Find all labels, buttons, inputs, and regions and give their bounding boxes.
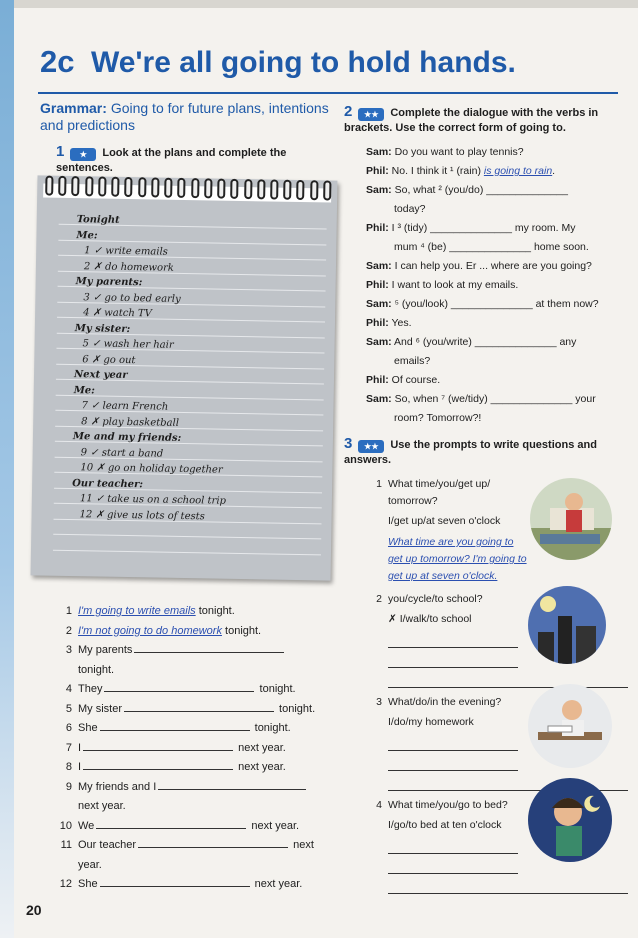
dialogue-line xyxy=(366,409,616,428)
notebook-entries xyxy=(71,212,326,526)
question-block xyxy=(368,694,528,791)
exercise-2-instruction xyxy=(344,104,614,136)
sentence-prompt: Our teacher xyxy=(78,839,137,851)
spiral-ring-icon xyxy=(283,180,291,200)
sentence-text xyxy=(78,836,314,856)
dialogue-line xyxy=(366,314,616,333)
spiral-ring-icon xyxy=(72,176,80,196)
notebook-rule-line xyxy=(53,534,321,540)
dialogue-text: room? Tomorrow?! xyxy=(394,412,482,424)
dialogue-line xyxy=(366,295,616,314)
spiral-ring-icon xyxy=(151,177,159,197)
sentence-text xyxy=(78,875,302,895)
answer-line xyxy=(388,648,518,668)
item-number-spacer xyxy=(58,856,72,876)
sentence-ending: tonight. xyxy=(256,683,296,695)
dialogue-text: Of course. xyxy=(391,374,441,386)
sentence-ending: tonight. xyxy=(195,605,235,617)
grammar-topic: Going to for future plans, intentions and predictions xyxy=(40,100,329,133)
spiral-ring-icon xyxy=(125,177,133,197)
spiral-ring-icon xyxy=(45,176,53,196)
sentence-ending: tonight. xyxy=(276,702,316,715)
spiral-ring-icon xyxy=(244,179,252,199)
sentence-prompt: My parents xyxy=(78,644,133,656)
dialogue-text: So, when ⁷ (we/tidy) ______________ your xyxy=(394,393,596,405)
item-number: 12 xyxy=(59,878,72,890)
sentence-prompt: I xyxy=(78,741,82,754)
boy-doing-homework-illustration xyxy=(528,684,612,768)
item-number: 6 xyxy=(65,722,72,734)
speaker-name: Sam: xyxy=(366,393,392,405)
grammar-heading xyxy=(40,100,330,134)
answer-line xyxy=(388,834,518,854)
dialogue-text: Do you want to play tennis? xyxy=(394,146,524,158)
notebook-entry: 4 ✗ watch TV xyxy=(83,307,152,320)
lesson-header xyxy=(40,44,620,90)
sentence-text xyxy=(78,739,286,759)
answer-blank xyxy=(83,758,233,770)
question-prompt-row xyxy=(368,694,528,791)
sentence-row xyxy=(58,758,338,778)
spiral-ring-icon xyxy=(297,180,305,200)
item-number: 5 xyxy=(65,702,72,715)
title-underline xyxy=(38,92,618,94)
sentence-continuation xyxy=(58,856,338,876)
exercise-1-instruction-text: Look at the plans and complete the sentences. xyxy=(56,147,287,174)
item-number: 3 xyxy=(65,644,72,656)
dialogue-line xyxy=(366,181,616,200)
item-number: 4 xyxy=(376,799,382,811)
dialogue-text: Yes. xyxy=(391,317,412,329)
sample-answer: I'm going to write emails xyxy=(78,605,196,617)
speaker-name: Phil: xyxy=(366,374,389,386)
speaker-name: Sam: xyxy=(366,146,392,158)
dialogue-text: mum ⁴ (be) ______________ home soon. xyxy=(394,241,589,253)
question-block xyxy=(368,591,528,688)
question-prompt: What/do/in the evening? xyxy=(388,696,502,708)
sentence-prompt: She xyxy=(78,722,98,734)
dialogue-line xyxy=(366,390,616,409)
sentence-ending: next year. xyxy=(248,819,300,832)
sentence-text xyxy=(78,778,308,798)
answer-blank xyxy=(100,719,250,731)
answer-cue: ✗ I/walk/to school xyxy=(388,613,472,625)
question-prompt: you/cycle/to school? xyxy=(388,593,483,605)
speaker-name: Phil: xyxy=(366,317,389,329)
question-block xyxy=(368,797,528,894)
spiral-ring-icon xyxy=(111,177,119,197)
notebook-entry: Me: xyxy=(76,229,98,241)
notebook-entry: Tonight xyxy=(76,214,120,226)
dialogue-text: emails? xyxy=(394,355,431,367)
item-number: 1 xyxy=(65,605,72,617)
girl-going-to-bed-illustration xyxy=(528,778,612,862)
sentence-text xyxy=(78,680,296,700)
item-number: 10 xyxy=(59,819,72,832)
sentence-row xyxy=(58,875,338,895)
dialogue-text: I ³ (tidy) ______________ my room. My xyxy=(391,222,576,234)
sentence-text xyxy=(78,641,286,661)
difficulty-badge-icon: ★ xyxy=(70,148,96,161)
sentence-ending: next year. xyxy=(235,741,286,754)
item-number: 2 xyxy=(376,593,382,605)
notebook-entry: 9 ✓ start a band xyxy=(80,446,164,460)
dialogue-line xyxy=(366,333,616,352)
notebook-entry: Next year xyxy=(73,369,128,382)
plans-notebook xyxy=(31,175,338,580)
answer-blank xyxy=(104,680,254,692)
sentence-continuation xyxy=(58,797,338,817)
sentence-row xyxy=(58,641,338,661)
exercise-3-items xyxy=(368,476,528,900)
answer-blank xyxy=(100,875,250,887)
dialogue-line xyxy=(366,143,616,162)
answer-cue: I/get up/at seven o'clock xyxy=(388,515,501,527)
spiral-ring-icon xyxy=(217,179,225,199)
sentence-ending: year. xyxy=(78,858,102,871)
dialogue-line xyxy=(366,162,616,181)
dialogue-text: I can help you. Er ... where are you going? xyxy=(394,260,592,272)
sample-answer: I'm not going to do homework xyxy=(78,624,222,637)
item-number: 11 xyxy=(60,839,72,851)
dialogue-text: today? xyxy=(394,203,426,215)
answer-blank xyxy=(124,700,274,712)
spiral-ring-icon xyxy=(177,178,185,198)
item-number-spacer xyxy=(58,661,72,681)
answer-line xyxy=(388,668,628,688)
item-number: 3 xyxy=(376,696,382,708)
item-number-spacer xyxy=(58,797,72,817)
dialogue-text: . xyxy=(552,165,556,177)
sentence-text xyxy=(78,622,261,642)
sample-answer: is going to rain xyxy=(483,165,553,177)
sentence-prompt: My sister xyxy=(78,702,122,715)
dialogue-line xyxy=(366,219,616,238)
exercise-3-instruction xyxy=(344,436,614,468)
spiral-ring-icon xyxy=(138,177,146,197)
answer-blank xyxy=(96,817,246,829)
sentence-text xyxy=(78,758,286,778)
notebook-entry: 3 ✓ go to bed early xyxy=(83,291,181,305)
boy-getting-up-illustration xyxy=(530,478,612,560)
dialogue-line xyxy=(366,257,616,276)
exercise-1-instruction xyxy=(56,144,316,176)
speaker-name: Phil: xyxy=(366,165,389,177)
question-prompt-row xyxy=(368,797,528,894)
spiral-ring-icon xyxy=(270,179,278,199)
notebook-entry: 7 ✓ learn French xyxy=(81,400,169,413)
spiral-ring-icon xyxy=(85,176,93,196)
answer-line xyxy=(388,628,518,648)
page-top-edge xyxy=(0,0,638,8)
dialogue-line xyxy=(366,200,616,219)
dialogue-line xyxy=(366,371,616,390)
question-prompt: What time/you/get up/ tomorrow? xyxy=(388,478,491,507)
item-number: 4 xyxy=(65,683,72,695)
page-number: 20 xyxy=(26,902,42,918)
notebook-entry: 6 ✗ go out xyxy=(82,353,136,366)
dialogue-line xyxy=(366,238,616,257)
speaker-name: Phil: xyxy=(366,222,389,234)
sentence-text xyxy=(78,817,299,837)
exercise-2-instruction-text: Complete the dialogue with the verbs in brackets. Use the correct form of going to. xyxy=(344,107,599,134)
sentence-ending: tonight. xyxy=(221,624,262,637)
answer-line xyxy=(388,854,518,874)
notebook-spiral xyxy=(45,176,331,203)
item-number: 8 xyxy=(65,761,72,773)
sentence-text xyxy=(78,719,291,739)
item-number: 2 xyxy=(65,624,72,637)
sentence-row xyxy=(58,739,338,759)
speaker-name: Sam: xyxy=(366,184,392,196)
spiral-ring-icon xyxy=(204,178,212,198)
spiral-ring-icon xyxy=(164,178,172,198)
sentence-ending: next year. xyxy=(235,761,286,773)
sentence-row xyxy=(58,680,338,700)
spiral-ring-icon xyxy=(257,179,265,199)
sentence-ending: next year. xyxy=(251,878,303,890)
dialogue-text: So, what ² (you/do) ______________ xyxy=(394,184,568,196)
exercise-3-number: 3 xyxy=(344,435,353,452)
spiral-ring-icon xyxy=(323,180,331,200)
grammar-label: Grammar: xyxy=(40,100,107,116)
notebook-entry: 1 ✓ write emails xyxy=(84,245,168,258)
answer-line xyxy=(388,731,518,751)
question-prompt: What time/you/go to bed? xyxy=(388,799,508,811)
sentence-row xyxy=(58,700,338,720)
notebook-entry: 12 ✗ give us lots of tests xyxy=(79,508,205,522)
sentence-row xyxy=(58,778,338,798)
speaker-name: Phil: xyxy=(366,279,389,291)
lesson-title: We're all going to hold hands. xyxy=(90,46,516,79)
notebook-entry: 8 ✗ play basketball xyxy=(81,415,180,429)
speaker-name: Sam: xyxy=(366,298,392,310)
sentence-ending: next xyxy=(290,839,314,851)
answer-blank xyxy=(83,739,233,751)
item-number: 1 xyxy=(376,478,382,490)
dialogue-text: I want to look at my emails. xyxy=(391,279,519,291)
notebook-entry: 2 ✗ do homework xyxy=(83,260,175,274)
question-prompt-row xyxy=(368,476,528,585)
dialogue-text: No. I think it ¹ (rain) xyxy=(391,165,484,177)
sentence-ending: next year. xyxy=(78,800,126,812)
sentence-continuation xyxy=(58,661,338,681)
sentence-text xyxy=(78,602,235,622)
page-side-band xyxy=(0,0,14,938)
answer-line xyxy=(388,874,628,894)
sentence-text xyxy=(78,700,315,720)
question-body xyxy=(388,476,528,585)
sentence-prompt: They xyxy=(78,683,103,695)
sentence-ending: tonight. xyxy=(251,722,291,734)
exercise-1-sentences xyxy=(58,602,338,895)
sentence-row xyxy=(58,602,338,622)
notebook-entry: Me: xyxy=(73,384,95,396)
spiral-ring-icon xyxy=(58,176,66,196)
notebook-entry: Our teacher: xyxy=(72,477,144,490)
spiral-ring-icon xyxy=(98,176,106,196)
dialogue-text: And ⁶ (you/write) ______________ any xyxy=(394,336,577,348)
difficulty-badge-icon: ★★ xyxy=(358,440,384,453)
lesson-code: 2c xyxy=(40,44,75,79)
sentence-row xyxy=(58,719,338,739)
dialogue-text: ⁵ (you/look) ______________ at them now? xyxy=(394,298,599,310)
sentence-row xyxy=(58,836,338,856)
item-number: 7 xyxy=(65,741,72,754)
answer-blank xyxy=(138,836,288,848)
dialogue-line xyxy=(366,352,616,371)
answer-cue: I/do/my homework xyxy=(388,716,474,728)
exercise-2-dialogue xyxy=(366,143,616,428)
notebook-entry: 10 ✗ go on holiday together xyxy=(80,462,223,476)
exercise-2-number: 2 xyxy=(344,103,353,120)
exercise-1-number: 1 xyxy=(56,143,65,160)
sentence-row xyxy=(58,817,338,837)
speaker-name: Sam: xyxy=(366,336,392,348)
night-city-illustration xyxy=(528,586,606,664)
notebook-entry: 5 ✓ wash her hair xyxy=(82,338,174,351)
question-block xyxy=(368,476,528,585)
sentence-prompt: She xyxy=(78,878,98,890)
sentence-prompt: I xyxy=(78,761,82,773)
sample-answer: What time are you going to get up tomorrow? I'm going to get up at seven o'clock. xyxy=(388,536,527,582)
spiral-ring-icon xyxy=(230,179,238,199)
notebook-entry: Me and my friends: xyxy=(72,431,182,444)
notebook-entry: My sister: xyxy=(74,322,131,335)
notebook-entry: 11 ✓ take us on a school trip xyxy=(79,493,227,507)
sentence-row xyxy=(58,622,338,642)
spiral-ring-icon xyxy=(191,178,199,198)
spiral-ring-icon xyxy=(310,180,318,200)
notebook-rule-line xyxy=(53,549,321,555)
exercise-3-instruction-text: Use the prompts to write questions and answers. xyxy=(344,439,597,466)
sentence-prompt: My friends and I xyxy=(78,780,157,793)
sentence-ending: tonight. xyxy=(78,663,115,676)
speaker-name: Sam: xyxy=(366,260,392,272)
notebook-entry: My parents: xyxy=(75,276,143,289)
sentence-prompt: We xyxy=(78,819,95,832)
answer-line xyxy=(388,751,518,771)
difficulty-badge-icon: ★★ xyxy=(358,108,384,121)
item-number: 9 xyxy=(65,780,72,793)
answer-blank xyxy=(134,641,284,653)
answer-cue: I/go/to bed at ten o'clock xyxy=(388,819,502,831)
question-prompt-row xyxy=(368,591,528,688)
answer-blank xyxy=(158,778,306,790)
dialogue-line xyxy=(366,276,616,295)
